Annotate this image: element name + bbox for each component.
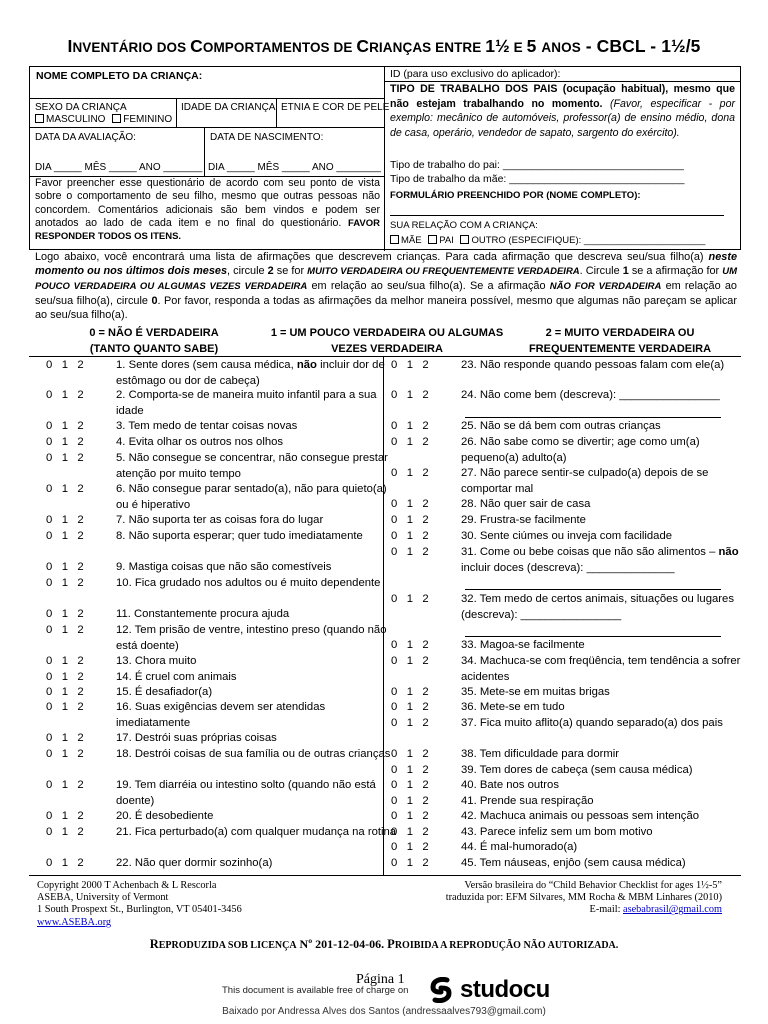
item-rating-options[interactable]: 0 1 2 xyxy=(391,857,429,869)
filled-by-field[interactable] xyxy=(390,215,724,216)
item-number: 30. xyxy=(461,530,477,542)
item-text xyxy=(116,482,398,513)
item-text xyxy=(461,856,743,872)
scale-2-line2: FREQUENTEMENTE VERDADEIRA xyxy=(528,343,712,355)
item-rating-options[interactable]: 0 1 2 xyxy=(46,530,84,542)
item-rating-options[interactable]: 0 1 2 xyxy=(391,701,429,713)
page-title xyxy=(0,36,768,57)
footer-translation xyxy=(446,880,722,917)
item-text xyxy=(116,825,398,841)
item-number: 32. xyxy=(461,593,477,605)
item-rating-options[interactable]: 0 1 2 xyxy=(391,389,429,401)
item-rating-options[interactable]: 0 1 2 xyxy=(46,577,84,589)
title-text: NVENTÁRIO DOS xyxy=(72,40,191,55)
item-statement: Destrói suas próprias coisas xyxy=(134,732,277,744)
item-statement: Tem dificuldade para dormir xyxy=(479,748,620,760)
relationship-label: SUA RELAÇÃO COM A CRIANÇA: xyxy=(390,220,538,231)
item-rating-options[interactable]: 0 1 2 xyxy=(391,779,429,791)
item-text xyxy=(116,685,398,701)
instr-text: , circule xyxy=(227,265,268,278)
item-statement: Prende sua respiração xyxy=(479,795,594,807)
occupation-italic: (Favor, especificar - por exemplo: mecânico de automóveis, professor(a) de ensino médio, dona de casa, operário, vendedor de sapato, sargento do exército). xyxy=(390,97,735,139)
answer-line[interactable] xyxy=(465,417,721,418)
item-rating-options[interactable]: 0 1 2 xyxy=(391,686,429,698)
item-text xyxy=(461,763,743,779)
item-number: 38. xyxy=(461,748,477,760)
evaluation-date-label: DATA DA AVALIAÇÃO: xyxy=(35,132,136,143)
item-rating-options[interactable]: 0 1 2 xyxy=(46,748,84,760)
scale-2 xyxy=(520,325,720,357)
license-text: ROIBIDA A REPRODUÇÃO NÃO AUTORIZADA. xyxy=(394,940,619,951)
item-number: 33. xyxy=(461,639,477,651)
item-number: 45. xyxy=(461,857,477,869)
item-text xyxy=(461,747,743,763)
item-number: 17. xyxy=(116,732,132,744)
item-rating-options[interactable]: 0 1 2 xyxy=(46,826,84,838)
item-emphasis: não xyxy=(296,359,317,371)
item-rating-options[interactable]: 0 1 2 xyxy=(391,593,429,605)
page-number: Página 1 xyxy=(356,972,405,987)
outro-label: OUTRO (ESPECIFIQUE): _______________________ xyxy=(471,235,706,246)
item-number: 18. xyxy=(116,748,132,760)
item-statement: Suas exigências devem ser atendidas imediatamente xyxy=(116,701,326,729)
item-rating-options[interactable]: 0 1 2 xyxy=(391,359,429,371)
item-statement: Machuca-se com freqüência, tem tendência a sofrer acidentes xyxy=(461,655,741,683)
item-rating-options[interactable]: 0 1 2 xyxy=(46,561,84,573)
item-statement: Não suporta ter as coisas fora do lugar xyxy=(128,514,324,526)
item-text xyxy=(461,700,743,716)
item-text xyxy=(116,778,398,809)
item-text xyxy=(461,825,743,841)
id-label: ID (para uso exclusivo do aplicador): xyxy=(390,68,561,80)
instr-emphasis: NÃO FOR VERDADEIRA xyxy=(549,281,662,293)
item-statement: Tem prisão de ventre, intestino preso (quando não está doente) xyxy=(116,624,387,652)
item-text xyxy=(116,388,398,419)
studocu-logo-icon xyxy=(428,977,454,1003)
item-rating-options[interactable]: 0 1 2 xyxy=(46,686,84,698)
divider xyxy=(276,98,277,127)
title-text: ANOS xyxy=(541,40,581,55)
item-statement: Não se dá bem com outras crianças xyxy=(479,420,661,432)
item-statement: Não responde quando pessoas falam com ele(a) xyxy=(479,359,725,371)
title-text: RIANÇAS ENTRE xyxy=(369,40,486,55)
instr-number: 2 xyxy=(267,265,274,278)
scale-0-line1: 0 = NÃO É VERDADEIRA xyxy=(89,327,219,339)
instr-emphasis: MUITO VERDADEIRA OU FREQUENTEMENTE VERDADEIRA xyxy=(307,266,580,278)
item-text xyxy=(116,576,398,592)
item-statement: Tem dores de cabeça (sem causa médica) xyxy=(479,764,693,776)
translators-text: traduzida por: EFM Silvares, MM Rocha & MBM Linhares (2010) xyxy=(445,892,722,904)
item-statement: Bate nos outros xyxy=(479,779,559,791)
item-text xyxy=(116,809,398,825)
instr-emphasis: UM POUCO VERDADEIRA OU ALGUMAS VEZES VERDADEIRA xyxy=(35,266,737,293)
occupation-bold: TIPO DE TRABALHO DOS PAIS (ocupação habitual), mesmo que não estejam trabalhando no momento. xyxy=(390,83,735,110)
instr-emphasis: neste momento ou nos últimos dois meses xyxy=(35,251,737,278)
item-rating-options[interactable]: 0 1 2 xyxy=(391,467,429,479)
divider xyxy=(29,875,741,876)
item-statement: Fica perturbado(a) com qualquer mudança na rotina xyxy=(134,826,397,838)
father-occupation-field[interactable]: Tipo de trabalho do pai: _______________________________ xyxy=(390,159,684,171)
item-text xyxy=(461,497,743,513)
item-text xyxy=(116,747,398,763)
answer-line[interactable] xyxy=(465,589,721,590)
item-statement: Chora muito xyxy=(134,655,197,667)
divider xyxy=(29,356,741,357)
item-text xyxy=(461,778,743,794)
item-statement: Não quer dormir sozinho(a) xyxy=(134,857,273,869)
title-text: E xyxy=(509,40,527,55)
item-rating-options[interactable]: 0 1 2 xyxy=(46,810,84,822)
item-text xyxy=(461,809,743,825)
item-statement: Tem medo de certos animais, situações ou lugares (descreva): ________________ xyxy=(461,593,734,621)
instr-text: se a afirmação for xyxy=(628,265,723,278)
item-number: 27. xyxy=(461,467,477,479)
masculino-checkbox[interactable] xyxy=(35,114,44,123)
item-text xyxy=(116,623,398,654)
item-rating-options[interactable]: 0 1 2 xyxy=(391,826,429,838)
birth-date-field[interactable]: DIA _____ MÊS _____ ANO ________ xyxy=(208,162,381,173)
item-rating-options[interactable]: 0 1 2 xyxy=(46,671,84,683)
instr-text: se for xyxy=(273,265,308,278)
item-text xyxy=(116,358,398,389)
item-number: 43. xyxy=(461,826,477,838)
instr-number: 0 xyxy=(151,295,158,308)
item-text xyxy=(461,358,743,374)
feminino-label: FEMININO xyxy=(123,114,173,125)
item-rating-options[interactable]: 0 1 2 xyxy=(391,655,429,667)
item-number: 25. xyxy=(461,420,477,432)
item-text xyxy=(461,638,743,654)
item-rating-options[interactable]: 0 1 2 xyxy=(391,436,429,448)
scale-1 xyxy=(262,325,512,357)
item-number: 7. xyxy=(116,514,126,526)
fill-instructions xyxy=(35,177,380,243)
instructions-paragraph xyxy=(35,250,737,322)
item-text xyxy=(116,654,398,670)
item-statement: Mete-se em muitas brigas xyxy=(479,686,610,698)
item-text xyxy=(461,419,743,435)
item-number: 29. xyxy=(461,514,477,526)
item-rating-options[interactable]: 0 1 2 xyxy=(391,748,429,760)
item-number: 31. xyxy=(461,546,477,558)
item-statement: Parece infeliz sem um bom motivo xyxy=(479,826,653,838)
item-number: 14. xyxy=(116,671,132,683)
studocu-wordmark: studocu xyxy=(460,976,550,1003)
item-statement: Mastiga coisas que não são comestíveis xyxy=(128,561,332,573)
availability-text: This document is available free of charge on xyxy=(222,985,409,996)
divider xyxy=(204,127,205,176)
instr-text: em relação ao seu/sua filho(a). Se a afirmação xyxy=(307,280,550,293)
item-text xyxy=(461,794,743,810)
divider xyxy=(384,67,385,251)
child-name-label: NOME COMPLETO DA CRIANÇA: xyxy=(36,70,203,82)
item-text xyxy=(461,545,743,576)
instr-text: Logo abaixo, você encontrará uma lista de afirmações que descrevem crianças. Para cada afirmação que descreva seu/sua filho(a) xyxy=(35,251,709,263)
title-text: 1½ xyxy=(485,36,510,56)
item-rating-options[interactable]: 0 1 2 xyxy=(391,764,429,776)
aseba-website-link[interactable]: www.ASEBA.org xyxy=(37,916,112,928)
item-text xyxy=(461,388,743,404)
ethnicity-label: ETNIA E COR DE PELE xyxy=(281,102,390,113)
item-text xyxy=(461,466,743,497)
item-rating-options[interactable]: 0 1 2 xyxy=(46,624,84,636)
item-text xyxy=(116,670,398,686)
item-number: 20. xyxy=(116,810,132,822)
item-number: 37. xyxy=(461,717,477,729)
instr-text: . Circule xyxy=(579,265,623,278)
instr-text: em relação ao seu/sua filho(a), circule xyxy=(35,280,737,308)
license-text: Nº 201-12-04-06. xyxy=(296,937,388,951)
mae-label: MÃE xyxy=(401,235,422,246)
title-text: 5 xyxy=(526,36,542,56)
item-text xyxy=(116,700,398,731)
item-rating-options[interactable]: 0 1 2 xyxy=(391,546,429,558)
fill-instructions-text: Favor preencher esse questionário de acordo com seu ponto de vista sobre o comportamento de seu filho, mesmo que outras pessoas não concordem. Comentários adicionais são bem vindos e podem ser anotados ao lado de cada item e no final do questionário. xyxy=(35,177,380,229)
item-statement: Sente ciúmes ou inveja com facilidade xyxy=(479,530,673,542)
mae-checkbox[interactable] xyxy=(390,235,399,244)
item-number: 9. xyxy=(116,561,126,573)
item-number: 42. xyxy=(461,810,477,822)
item-number: 24. xyxy=(461,389,477,401)
aseba-text: ASEBA, University of Vermont xyxy=(37,892,169,904)
item-number: 2. xyxy=(116,389,126,401)
item-number: 39. xyxy=(461,764,477,776)
item-statement: Tem medo de tentar coisas novas xyxy=(128,420,298,432)
item-number: 22. xyxy=(116,857,132,869)
license-notice xyxy=(0,937,768,952)
item-text xyxy=(116,856,398,872)
birth-date-label: DATA DE NASCIMENTO: xyxy=(210,132,324,143)
divider xyxy=(30,127,384,128)
item-statement: Machuca animais ou pessoas sem intenção xyxy=(479,810,700,822)
item-rating-options[interactable]: 0 1 2 xyxy=(46,514,84,526)
license-letter: R xyxy=(149,937,159,951)
item-text xyxy=(461,513,743,529)
item-text xyxy=(461,435,743,466)
item-number: 12. xyxy=(116,624,132,636)
item-rating-options[interactable]: 0 1 2 xyxy=(46,359,84,371)
item-emphasis: não xyxy=(718,546,739,558)
instr-text: . Por favor, responda a todas as afirmações da melhor maneira possível, mesmo que algumas não pareçam se aplicar ao seu/sua filho(a). xyxy=(35,295,737,322)
item-text xyxy=(116,513,398,529)
outro-checkbox[interactable] xyxy=(460,235,469,244)
item-number: 1. xyxy=(116,359,126,371)
item-statement-cont: incluir doces (descreva): ______________ xyxy=(461,561,675,574)
version-text: Versão brasileira do “Child Behavior Checklist for ages 1½-5” xyxy=(464,880,722,891)
item-number: 28. xyxy=(461,498,477,510)
item-text xyxy=(116,435,398,451)
item-rating-options[interactable]: 0 1 2 xyxy=(46,389,84,401)
item-text xyxy=(116,560,398,576)
item-rating-options[interactable]: 0 1 2 xyxy=(391,810,429,822)
item-text xyxy=(461,685,743,701)
item-rating-options[interactable]: 0 1 2 xyxy=(46,483,84,495)
item-statement: Não quer sair de casa xyxy=(479,498,591,510)
relationship-options xyxy=(390,234,705,247)
footer-copyright xyxy=(37,880,242,929)
item-statement: Sente dores (sem causa médica, xyxy=(128,359,297,371)
divider xyxy=(176,98,177,127)
item-statement: Fica muito aflito(a) quando separado(a) dos pais xyxy=(479,717,723,729)
item-number: 10. xyxy=(116,577,132,589)
sex-label: SEXO DA CRIANÇA xyxy=(35,102,127,113)
item-number: 8. xyxy=(116,530,126,542)
fill-instructions-bold: FAVOR RESPONDER TODOS OS ITENS. xyxy=(35,217,380,243)
item-rating-options[interactable]: 0 1 2 xyxy=(391,795,429,807)
filled-by-label: FORMULÁRIO PREENCHIDO POR (NOME COMPLETO): xyxy=(390,190,641,201)
item-rating-options[interactable]: 0 1 2 xyxy=(391,498,429,510)
item-rating-options[interactable]: 0 1 2 xyxy=(391,639,429,651)
scale-0-line2: (TANTO QUANTO SABE) xyxy=(89,343,219,355)
item-rating-options[interactable]: 0 1 2 xyxy=(391,514,429,526)
masculino-label: MASCULINO xyxy=(46,114,106,125)
item-number: 6. xyxy=(116,483,126,495)
license-letter: P xyxy=(387,937,395,951)
item-statement: Não come bem (descreva): ________________ xyxy=(479,389,720,401)
scale-1-line1: 1 = UM POUCO VERDADEIRA OU ALGUMAS xyxy=(270,327,504,339)
item-rating-options[interactable]: 0 1 2 xyxy=(46,608,84,620)
pai-label: PAI xyxy=(439,235,454,246)
item-rating-options[interactable]: 0 1 2 xyxy=(46,452,84,464)
item-number: 36. xyxy=(461,701,477,713)
age-label: IDADE DA CRIANÇA xyxy=(181,102,276,113)
item-number: 13. xyxy=(116,655,132,667)
item-rating-options[interactable]: 0 1 2 xyxy=(46,857,84,869)
item-rating-options[interactable]: 0 1 2 xyxy=(46,732,84,744)
item-text xyxy=(461,529,743,545)
item-number: 16. xyxy=(116,701,132,713)
item-number: 23. xyxy=(461,359,477,371)
item-statement: Comporta-se de maneira muito infantil para a sua idade xyxy=(116,389,377,417)
item-rating-options[interactable]: 0 1 2 xyxy=(46,655,84,667)
item-statement: Frustra-se facilmente xyxy=(479,514,586,526)
item-text xyxy=(461,592,743,623)
parents-occupation-instructions xyxy=(390,82,735,140)
pai-checkbox[interactable] xyxy=(428,235,437,244)
item-text xyxy=(461,654,743,685)
item-statement: Come ou bebe coisas que não são alimentos – xyxy=(479,546,719,558)
item-number: 40. xyxy=(461,779,477,791)
item-number: 5. xyxy=(116,452,126,464)
address-text: 1 South Prospext St., Burlington, VT 05401-3456 xyxy=(37,904,242,916)
item-rating-options[interactable]: 0 1 2 xyxy=(391,841,429,853)
item-statement: É mal-humorado(a) xyxy=(479,841,578,853)
item-statement: Tem diarréia ou intestino solto (quando não está doente) xyxy=(116,779,376,807)
item-statement: Destrói coisas de sua família ou de outras crianças xyxy=(134,748,391,760)
item-number: 41. xyxy=(461,795,477,807)
title-letter: I xyxy=(67,36,73,56)
item-statement: Tem náuseas, enjôo (sem causa médica) xyxy=(479,857,686,869)
item-statement: Evita olhar os outros nos olhos xyxy=(128,436,284,448)
item-statement: Não suporta esperar; quer tudo imediatamente xyxy=(128,530,363,542)
item-text xyxy=(116,731,398,747)
item-text xyxy=(461,716,743,732)
copyright-text: Copyright 2000 T Achenbach & L Rescorla xyxy=(37,880,217,891)
email-label: E-mail: xyxy=(589,904,624,916)
item-number: 11. xyxy=(116,608,131,620)
title-letter: C xyxy=(190,36,203,56)
identification-form xyxy=(29,66,741,250)
scale-2-line1: 2 = MUITO VERDADEIRA OU xyxy=(545,327,695,339)
scale-1-line2: VEZES VERDADEIRA xyxy=(331,343,443,355)
item-rating-options[interactable]: 0 1 2 xyxy=(46,436,84,448)
item-number: 4. xyxy=(116,436,126,448)
divider xyxy=(30,98,384,99)
item-number: 26. xyxy=(461,436,477,448)
item-rating-options[interactable]: 0 1 2 xyxy=(391,530,429,542)
item-statement: Não consegue se concentrar, não consegue prestar atenção por muito tempo xyxy=(116,452,388,480)
item-rating-options[interactable]: 0 1 2 xyxy=(46,701,84,713)
studocu-logo[interactable] xyxy=(428,975,550,1005)
item-statement: É cruel com animais xyxy=(134,671,237,683)
feminino-checkbox[interactable] xyxy=(112,114,121,123)
item-text xyxy=(461,840,743,856)
item-statement: Fica grudado nos adultos ou é muito dependente xyxy=(134,577,381,589)
downloaded-by-text: Baixado por Andressa Alves dos Santos (andressaalves793@gmail.com) xyxy=(222,1006,546,1017)
item-number: 3. xyxy=(116,420,126,432)
item-text xyxy=(116,419,398,435)
license-text: EPRODUZIDA SOB LICENÇA xyxy=(158,940,297,951)
item-statement: Não sabe como se divertir; age como um(a) pequeno(a) adulto(a) xyxy=(461,436,700,464)
item-number: 15. xyxy=(116,686,132,698)
item-statement: É desobediente xyxy=(134,810,214,822)
answer-line[interactable] xyxy=(465,636,721,637)
item-statement: Constantemente procura ajuda xyxy=(134,608,290,620)
instr-number: 1 xyxy=(622,265,629,278)
item-statement: Magoa-se facilmente xyxy=(479,639,585,651)
item-rating-options[interactable]: 0 1 2 xyxy=(46,420,84,432)
title-text: OMPORTAMENTOS DE xyxy=(202,40,357,55)
item-statement: Não parece sentir-se culpado(a) depois de se comportar mal xyxy=(461,467,709,495)
evaluation-date-field[interactable]: DIA _____ MÊS _____ ANO _______ xyxy=(35,162,203,173)
item-text xyxy=(116,529,398,545)
mother-occupation-field[interactable]: Tipo de trabalho da mãe: ______________________________ xyxy=(390,173,685,185)
item-statement: Mete-se em tudo xyxy=(479,701,565,713)
item-number: 19. xyxy=(116,779,132,791)
item-statement: Não consegue parar sentado(a), não para quieto(a) ou é hiperativo xyxy=(116,483,387,511)
title-text: - CBCL - 1½/5 xyxy=(580,36,701,56)
item-number: 34. xyxy=(461,655,477,667)
item-text xyxy=(116,607,398,623)
item-number: 44. xyxy=(461,841,477,853)
sex-options xyxy=(35,113,172,126)
item-number: 35. xyxy=(461,686,477,698)
email-link[interactable]: asebabrasil@gmail.com xyxy=(623,904,722,916)
item-number: 21. xyxy=(116,826,132,838)
item-rating-options[interactable]: 0 1 2 xyxy=(46,779,84,791)
item-rating-options[interactable]: 0 1 2 xyxy=(391,420,429,432)
title-letter: C xyxy=(356,36,370,56)
item-rating-options[interactable]: 0 1 2 xyxy=(391,717,429,729)
item-statement-cont: incluir dor de estômago ou dor de cabeça) xyxy=(116,359,385,387)
scale-0 xyxy=(74,325,234,357)
item-text xyxy=(116,451,398,482)
item-statement: É desafiador(a) xyxy=(134,686,213,698)
